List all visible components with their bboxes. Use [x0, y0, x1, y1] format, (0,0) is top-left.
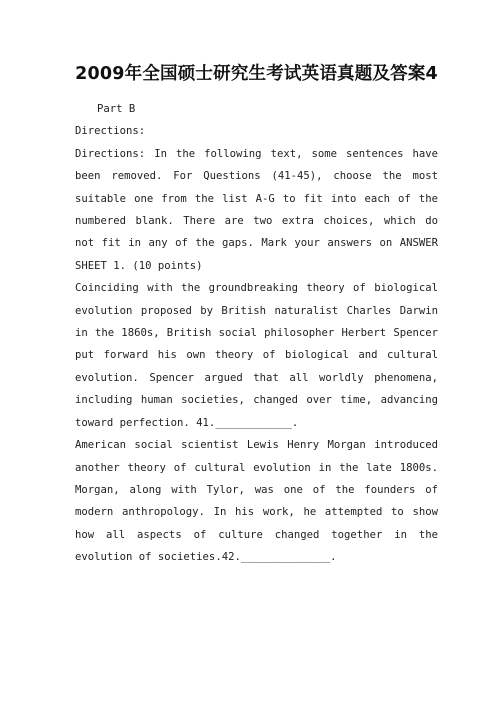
document-title: 2009年全国硕士研究生考试英语真题及答案4 — [75, 64, 438, 84]
passage-paragraph-1: Coinciding with the groundbreaking theory of biological evolution proposed by British naturalist Charles Darwin in the 1860s, British social philosopher Herbert Spencer put forward his own theory of biological and cultural evolution. Spencer argued that all worldly phenomena, including human societies, changed over time, advancing toward perfection. 41.____________. — [75, 282, 438, 429]
directions-heading: Directions: — [75, 125, 146, 138]
passage-paragraph-2: American social scientist Lewis Henry Morgan introduced another theory of cultural evolution in the late 1800s. Morgan, along with Tylor, was one of the founders of modern anthropology. In his work, he attempted to show how all aspects of culture changed together in the evolution of societies.42.______________. — [75, 439, 438, 564]
part-label: Part B — [97, 103, 136, 115]
document-body — [75, 98, 438, 569]
directions-paragraph: Directions: In the following text, some sentences have been removed. For Questions (41-45), choose the most suitable one from the list A-G to fit into each of the numbered blank. There are two extra choices, which do not fit in any of the gaps. Mark your answers on ANSWER SHEET 1. (10 points) — [75, 147, 438, 272]
